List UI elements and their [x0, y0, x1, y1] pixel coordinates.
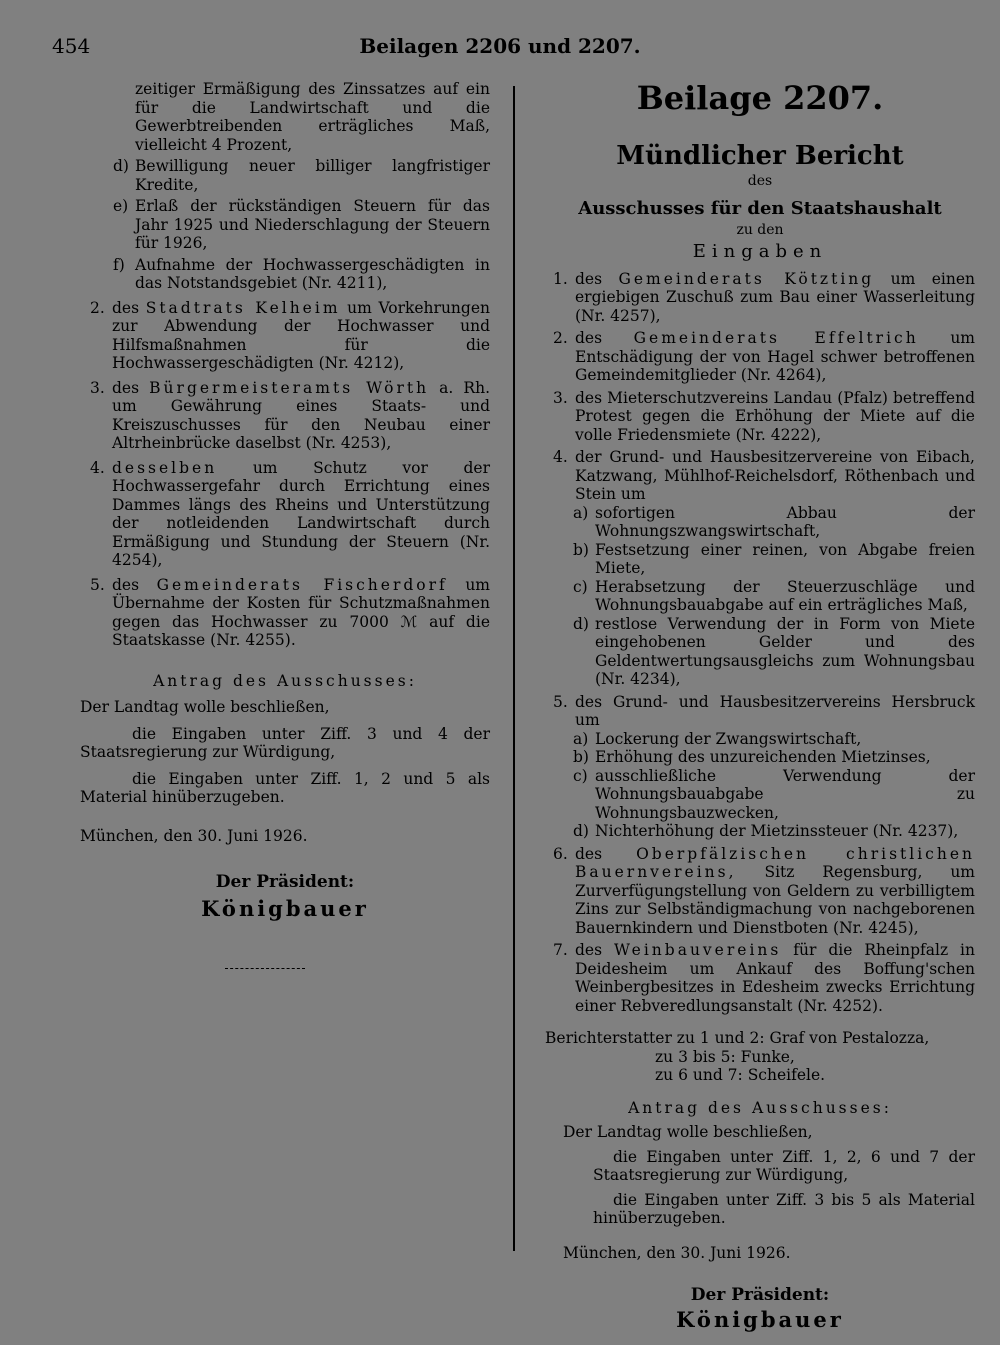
- connector-text: des: [747, 173, 773, 189]
- connector-text: zu den: [736, 221, 784, 238]
- decision-text: die Eingaben unter Ziff. 1, 2 und 5 als Material hinüberzugeben.: [80, 769, 490, 806]
- list-item: d) Bewilligung neuer billiger langfristiger Kredite,: [113, 157, 490, 194]
- list-item: a) sofortigen Abbau der Wohnungszwangswirtschaft,: [573, 503, 975, 540]
- reporter-line: Berichterstatter zu 1 und 2: Graf von Pestalozza,: [545, 1029, 930, 1047]
- page-number: 454: [52, 34, 91, 58]
- list-item: d) restlose Verwendung der in Form von Miete eingehobenen Gelder und des Geldentwertungsausgleichs zum Wohnungsbau (Nr. 4234),: [573, 614, 975, 688]
- page-header: [0, 34, 1000, 64]
- column-divider: [513, 86, 515, 1251]
- report-title: Mündlicher Bericht: [616, 141, 904, 171]
- president-name: Königbauer: [676, 1306, 844, 1332]
- committee-name: Ausschusses für den Staatshaushalt: [578, 197, 942, 219]
- list-item: f) Aufnahme der Hochwassergeschädigten in das Notstandsgebiet (Nr. 4211),: [113, 255, 490, 292]
- reporter-line: zu 3 bis 5: Funke,: [655, 1047, 795, 1066]
- list-item: 2. des Gemeinderats Effeltrich um Entschädigung der von Hagel schwer betroffenen Gemeindemitglieder (Nr. 4264),: [553, 329, 975, 384]
- list-item: b) Erhöhung des unzureichenden Mietzinses,: [573, 748, 931, 766]
- antrag-heading: Antrag des Ausschusses:: [153, 671, 417, 690]
- list-item: 5. des Grund- und Hausbesitzervereins Hersbruck um: [553, 692, 975, 729]
- list-item: 7. des Weinbauvereins für die Rheinpfalz in Deidesheim um Ankauf des Boffung'schen Weinbergbesitzes in Edesheim zwecks Errichtung einer Rebveredlungsanstalt (Nr. 4252).: [553, 941, 975, 1015]
- eingaben-heading: Eingaben: [692, 241, 828, 262]
- list-item: a) Lockerung der Zwangswirtschaft,: [573, 729, 862, 748]
- end-rule: [225, 968, 305, 969]
- list-item: 3. des Mieterschutzvereins Landau (Pfalz) betreffend Protest gegen die Erhöhung der Miete auf die volle Friedensmiete (Nr. 4222),: [553, 388, 975, 444]
- list-item: e) Erlaß der rückständigen Steuern für das Jahr 1925 und Niederschlagung der Steuern für 1926,: [113, 197, 490, 252]
- list-item: c) Herabsetzung der Steuerzuschläge und Wohnungsbauabgabe auf ein erträgliches Maß,: [573, 577, 975, 614]
- list-item: 6. des Oberpfälzischen christlichen Bauernvereins, Sitz Regensburg, um Zurverfügungstellung von Geldern zu verbilligtem Zins zur Selbständigmachung von nachgeborenen Bauernkindern und Dienstboten (Nr. 4245),: [553, 844, 975, 937]
- decision-text: die Eingaben unter Ziff. 3 bis 5 als Material hinüberzugeben.: [593, 1190, 975, 1227]
- list-item: 3. des Bürgermeisteramts Wörth a. Rh. um Gewährung eines Staats- und Kreiszuschusses für den Neubau einer Altrheinbrücke daselbst (Nr. 4253),: [90, 378, 490, 452]
- list-item: b) Festsetzung einer reinen, von Abgabe freien Miete,: [573, 540, 975, 577]
- place-date: München, den 30. Juni 1926.: [80, 826, 308, 845]
- president-name: Königbauer: [201, 895, 369, 921]
- left-column: [80, 80, 490, 921]
- list-item: 1. des Gemeinderats Kötzting um einen ergiebigen Zuschuß zum Bau einer Wasserleitung (Nr. 4257),: [553, 269, 975, 325]
- continuation-text: zeitiger Ermäßigung des Zinssatzes auf ein für die Landwirtschaft und die Gewerbtreibenden erträgliches Maß, vielleicht 4 Prozent,: [135, 80, 490, 154]
- resolution-intro: Der Landtag wolle beschließen,: [563, 1123, 813, 1141]
- section-title: Beilage 2207.: [636, 79, 884, 117]
- decision-text: die Eingaben unter Ziff. 3 und 4 der Staatsregierung zur Würdigung,: [80, 724, 490, 761]
- list-item: 2. des Stadtrats Kelheim um Vorkehrungen zur Abwendung der Hochwasser und Hilfsmaßnahmen für die Hochwassergeschädigten (Nr. 4212),: [90, 298, 490, 372]
- decision-text: die Eingaben unter Ziff. 1, 2, 6 und 7 der Staatsregierung zur Würdigung,: [593, 1147, 975, 1184]
- antrag-heading: Antrag des Ausschusses:: [628, 1098, 892, 1117]
- right-column: [545, 79, 975, 1332]
- running-title: Beilagen 2206 und 2207.: [359, 34, 641, 58]
- list-item: 5. des Gemeinderats Fischerdorf um Übernahme der Kosten für Schutzmaßnahmen gegen das Hochwasser zu 7000 ℳ auf die Staatskasse (Nr. 4255).: [90, 575, 490, 649]
- president-label: Der Präsident:: [215, 872, 355, 892]
- reporter-line: zu 6 und 7: Scheifele.: [655, 1066, 826, 1084]
- place-date: München, den 30. Juni 1926.: [563, 1243, 791, 1262]
- list-item: d) Nichterhöhung der Mietzinssteuer (Nr. 4237),: [573, 822, 959, 840]
- list-item: c) ausschließliche Verwendung der Wohnungsbauabgabe zu Wohnungsbauzwecken,: [573, 766, 975, 822]
- resolution-intro: Der Landtag wolle beschließen,: [80, 698, 330, 716]
- list-item: 4. der Grund- und Hausbesitzervereine von Eibach, Katzwang, Mühlhof-Reichelsdorf, Röthenbach und Stein um: [553, 448, 975, 503]
- president-label: Der Präsident:: [690, 1285, 830, 1305]
- list-item: 4. desselben um Schutz vor der Hochwassergefahr durch Errichtung eines Dammes längs des Rheins und Unterstützung der notleidenden Landwirtschaft durch Ermäßigung und Stundung der Steuern (Nr. 4254),: [90, 458, 490, 569]
